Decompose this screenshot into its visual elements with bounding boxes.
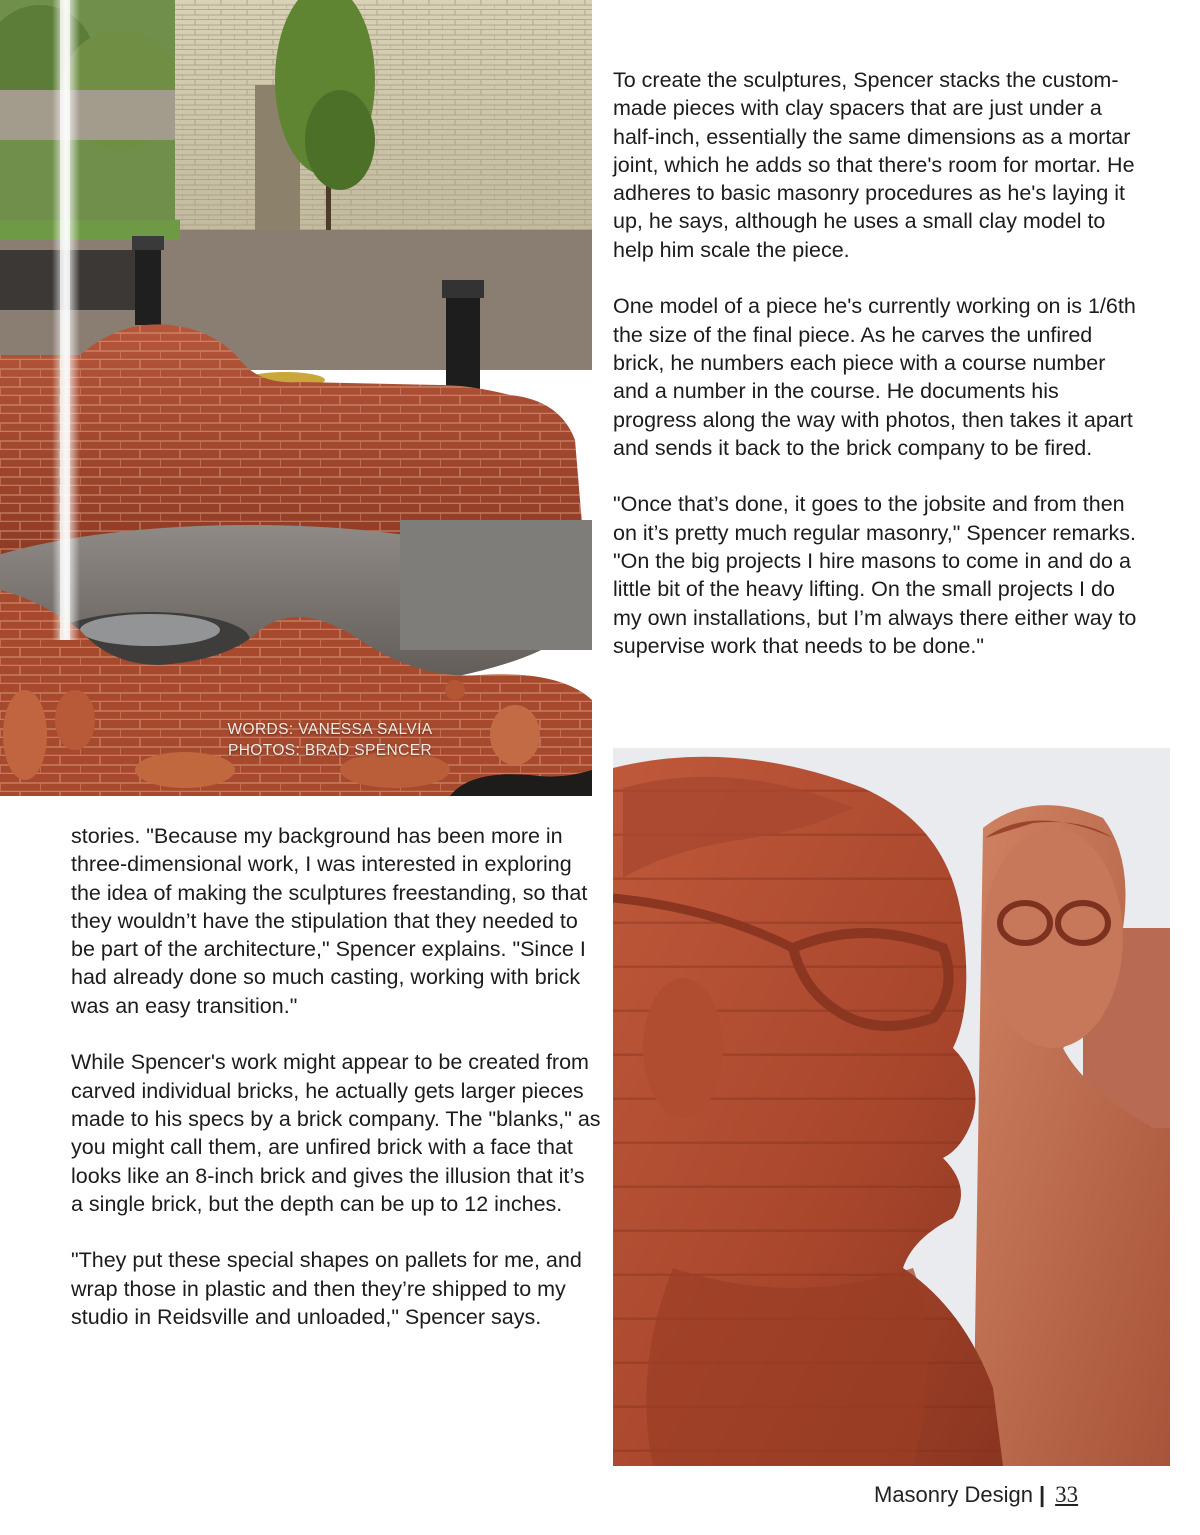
- publication-name: Masonry Design: [874, 1482, 1033, 1507]
- article-right-column: [613, 66, 1143, 689]
- fountain-sculpture-image: [0, 0, 592, 796]
- paragraph: "Once that’s done, it goes to the jobsite and from then on it’s pretty much regular masonry," Spencer remarks. "On the big projects I hire masons to come in and do a little bit of the heavy lifting. On the small projects I do my own installations, but I’m always there either way to supervise work that needs to be done.": [613, 492, 1137, 658]
- fountain-sculpture-photo: [0, 0, 592, 796]
- photo-credits: [190, 719, 470, 761]
- page-footer: [874, 1482, 1078, 1508]
- paragraph: stories. "Because my background has been more in three-dimensional work, I was interested in exploring the idea of making the sculptures freestanding, so that they wouldn’t have the stipulation that they needed to be part of the architecture," Spencer explains. "Since I had already done so much casting, working with brick was an easy transition.": [71, 824, 588, 1018]
- paragraph: While Spencer's work might appear to be created from carved individual bricks, he actually gets larger pieces made to his specs by a brick company. The "blanks," as you might call them, are unfired brick with a face that looks like an 8-inch brick and gives the illusion that it’s a single brick, but the depth can be up to 12 inches.: [71, 1050, 601, 1216]
- page-number: 33: [1055, 1482, 1079, 1507]
- article-left-column: [71, 822, 601, 1360]
- paragraph: To create the sculptures, Spencer stacks the custom-made pieces with clay spacers that are just under a half-inch, essentially the same dimensions as a mortar joint, which he adds so that there's room for mortar. He adheres to basic masonry procedures as he's laying it up, he says, although he uses a small clay model to help him scale the piece.: [613, 68, 1135, 262]
- words-credit: WORDS: VANESSA SALVIA: [227, 721, 433, 738]
- paragraph: One model of a piece he's currently working on is 1/6th the size of the final piece. As he carves the unfired brick, he numbers each piece with a course number and a number in the course. He documents his progress along the way with photos, then takes it apart and sends it back to the brick company to be fired.: [613, 294, 1136, 460]
- paragraph: "They put these special shapes on pallets for me, and wrap those in plastic and then they’re shipped to my studio in Reidsville and unloaded," Spencer says.: [71, 1248, 582, 1330]
- footer-separator: |: [1038, 1482, 1046, 1507]
- photos-credit: PHOTOS: BRAD SPENCER: [227, 742, 433, 759]
- brick-busts-image: [613, 748, 1170, 1466]
- brick-busts-photo: [613, 748, 1170, 1466]
